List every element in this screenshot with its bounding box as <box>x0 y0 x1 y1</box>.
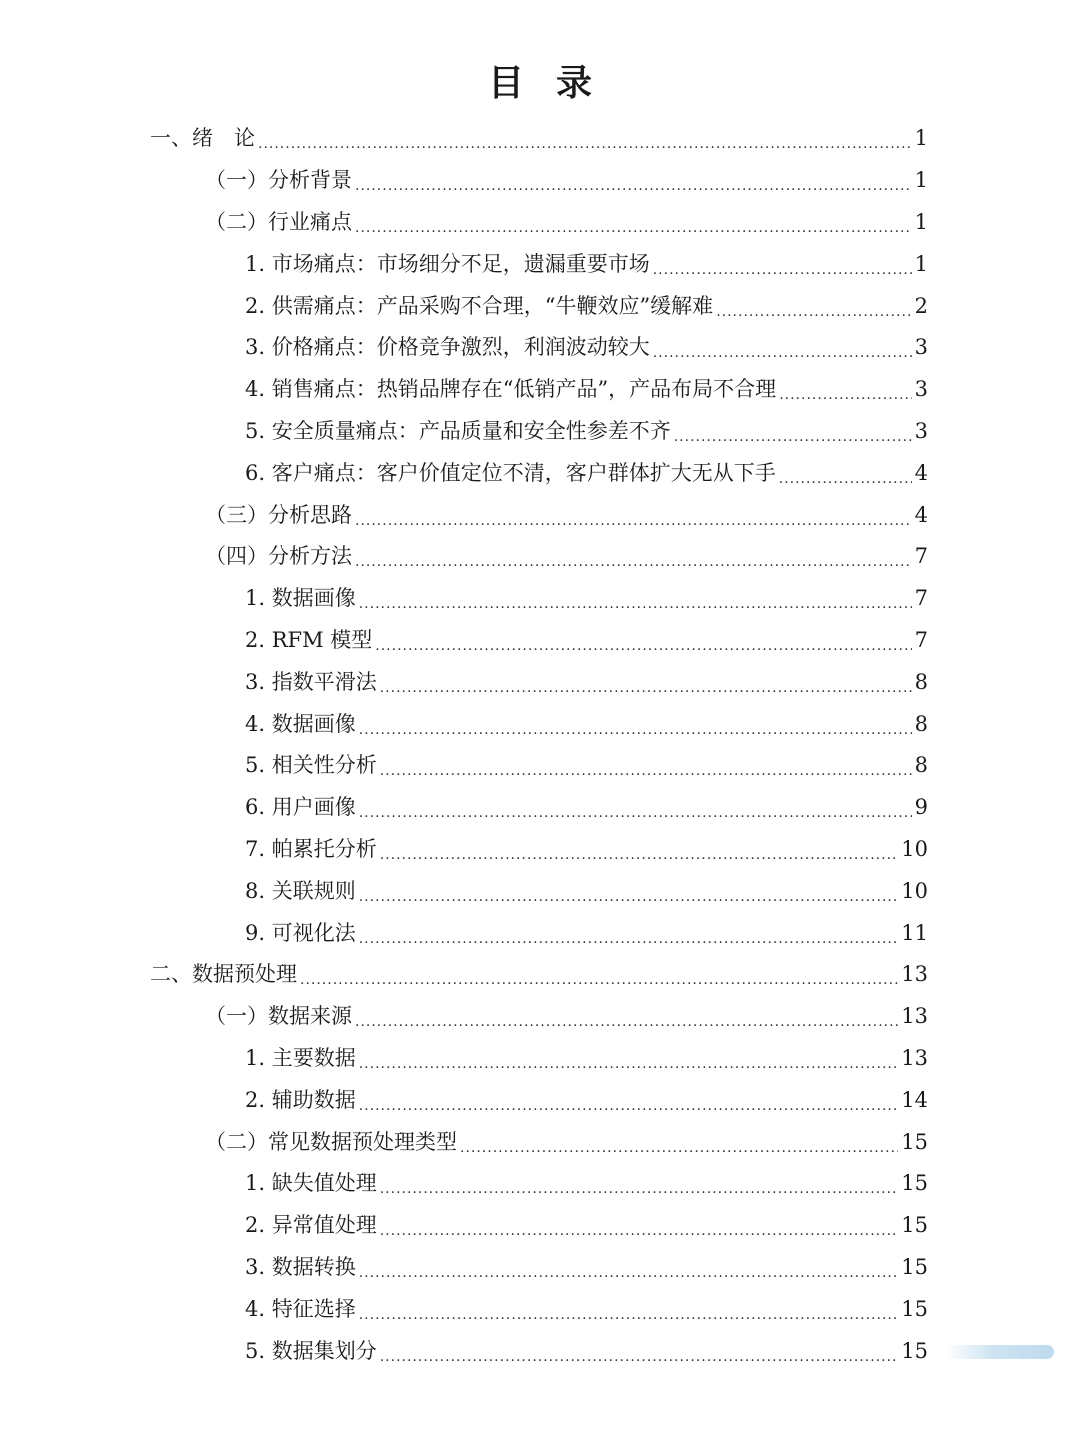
toc-entry-page-number: 1 <box>914 168 928 193</box>
toc-entry-label: 2. 异常值处理 <box>245 1213 377 1238</box>
toc-entry-page-number: 11 <box>901 920 928 945</box>
toc-dot-leader <box>300 967 898 988</box>
toc-entry-page-number: 8 <box>914 669 928 694</box>
toc-entry[interactable] <box>0 411 1080 453</box>
toc-dot-leader <box>359 1051 899 1072</box>
toc-entry-label: 1. 缺失值处理 <box>245 1171 377 1196</box>
toc-entry-page-number: 3 <box>914 335 928 360</box>
toc-entry-label: 4. 数据画像 <box>245 711 356 736</box>
toc-title-part1: 目 <box>487 62 524 104</box>
toc-dot-leader <box>380 1344 899 1365</box>
toc-entry[interactable] <box>0 578 1080 620</box>
toc-entry-page-number: 15 <box>901 1254 928 1279</box>
toc-entry-label: 6. 客户痛点：客户价值定位不清，客户群体扩大无从下手 <box>245 460 776 485</box>
toc-entry-page-number: 1 <box>914 209 928 234</box>
toc-entry-label: 3. 价格痛点：价格竞争激烈，利润波动较大 <box>245 335 650 360</box>
toc-entry[interactable] <box>0 285 1080 327</box>
toc-entry-page-number: 10 <box>901 878 928 903</box>
toc-entry[interactable] <box>0 661 1080 703</box>
toc-dot-leader <box>380 842 899 863</box>
toc-entry-page-number: 9 <box>914 795 928 820</box>
toc-entry[interactable] <box>0 1288 1080 1330</box>
toc-title-part2: 录 <box>556 62 593 104</box>
toc-entry-page-number: 15 <box>901 1338 928 1363</box>
toc-dot-leader <box>380 1218 899 1239</box>
toc-entry-label: 1. 市场痛点：市场细分不足，遗漏重要市场 <box>245 251 650 276</box>
toc-entry-label: 9. 可视化法 <box>245 920 356 945</box>
toc-entry-page-number: 15 <box>901 1129 928 1154</box>
toc-entry-page-number: 8 <box>914 753 928 778</box>
toc-entry[interactable] <box>0 745 1080 787</box>
toc-entry[interactable] <box>0 327 1080 369</box>
toc-dot-leader <box>375 633 911 654</box>
toc-entry-page-number: 7 <box>914 586 928 611</box>
toc-entry-label: 二、数据预处理 <box>150 962 297 987</box>
toc-entry-page-number: 15 <box>901 1171 928 1196</box>
toc-dot-leader <box>355 508 912 529</box>
scan-smudge <box>944 1345 1054 1359</box>
toc-entry-label: 3. 数据转换 <box>245 1254 356 1279</box>
toc-dot-leader <box>258 131 912 152</box>
toc-entry-label: 4. 销售痛点：热销品牌存在“低销产品”，产品布局不合理 <box>245 377 777 402</box>
toc-entry-label: 2. RFM 模型 <box>245 627 373 652</box>
toc-dot-leader <box>359 591 912 612</box>
toc-entry-label: 2. 供需痛点：产品采购不合理，“牛鞭效应”缓解难 <box>245 293 714 318</box>
toc-entry[interactable] <box>0 870 1080 912</box>
toc-entry-page-number: 1 <box>914 251 928 276</box>
toc-entry[interactable] <box>0 620 1080 662</box>
toc-entry[interactable] <box>0 536 1080 578</box>
toc-entry-page-number: 3 <box>914 418 928 443</box>
toc-dot-leader <box>359 800 912 821</box>
toc-entry-page-number: 7 <box>914 627 928 652</box>
toc-dot-leader <box>380 1176 899 1197</box>
toc-entry-label: 2. 辅助数据 <box>245 1087 356 1112</box>
toc-dot-leader <box>355 549 912 570</box>
toc-entry-label: 6. 用户画像 <box>245 795 356 820</box>
toc-entry[interactable] <box>0 452 1080 494</box>
toc-entry-page-number: 15 <box>901 1213 928 1238</box>
toc-entry[interactable] <box>0 1079 1080 1121</box>
toc-dot-leader <box>380 675 912 696</box>
toc-entry-page-number: 1 <box>914 126 928 151</box>
toc-title <box>0 58 1080 108</box>
toc-dot-leader <box>359 1260 899 1281</box>
toc-entry-label: 5. 安全质量痛点：产品质量和安全性参差不齐 <box>245 418 671 443</box>
toc-entry[interactable] <box>0 1163 1080 1205</box>
toc-dot-leader <box>359 717 912 738</box>
toc-dot-leader <box>380 758 912 779</box>
toc-dot-leader <box>355 215 912 236</box>
toc-dot-leader <box>779 382 911 403</box>
toc-list <box>0 118 1080 1372</box>
toc-entry-label: 4. 特征选择 <box>245 1296 356 1321</box>
toc-entry[interactable] <box>0 202 1080 244</box>
toc-entry[interactable] <box>0 160 1080 202</box>
toc-dot-leader <box>359 926 899 947</box>
toc-entry-label: （一）分析背景 <box>205 168 352 193</box>
toc-entry[interactable] <box>0 954 1080 996</box>
toc-entry[interactable] <box>0 1330 1080 1372</box>
toc-entry-page-number: 10 <box>901 836 928 861</box>
toc-entry[interactable] <box>0 1205 1080 1247</box>
toc-dot-leader <box>653 340 912 361</box>
toc-entry[interactable] <box>0 912 1080 954</box>
toc-dot-leader <box>359 1302 899 1323</box>
toc-entry[interactable] <box>0 703 1080 745</box>
toc-dot-leader <box>653 257 912 278</box>
toc-entry[interactable] <box>0 369 1080 411</box>
toc-entry[interactable] <box>0 494 1080 536</box>
toc-entry-label: （二）常见数据预处理类型 <box>205 1129 457 1154</box>
toc-entry-label: 7. 帕累托分析 <box>245 836 377 861</box>
toc-entry-label: （二）行业痛点 <box>205 209 352 234</box>
toc-dot-leader <box>355 1009 898 1030</box>
toc-entry[interactable] <box>0 1121 1080 1163</box>
toc-entry-page-number: 7 <box>914 544 928 569</box>
toc-entry-label: 1. 数据画像 <box>245 586 356 611</box>
toc-entry-label: 5. 数据集划分 <box>245 1338 377 1363</box>
toc-entry[interactable] <box>0 1038 1080 1080</box>
toc-entry-page-number: 13 <box>901 1045 928 1070</box>
toc-entry[interactable] <box>0 787 1080 829</box>
toc-entry-page-number: 4 <box>914 502 928 527</box>
toc-entry-label: （一）数据来源 <box>205 1004 352 1029</box>
toc-entry-label: 5. 相关性分析 <box>245 753 377 778</box>
toc-entry-label: （四）分析方法 <box>205 544 352 569</box>
toc-entry[interactable] <box>0 1247 1080 1289</box>
toc-entry-label: 1. 主要数据 <box>245 1045 356 1070</box>
toc-dot-leader <box>674 424 912 445</box>
toc-entry-page-number: 8 <box>914 711 928 736</box>
toc-dot-leader <box>355 173 912 194</box>
toc-dot-leader <box>779 466 912 487</box>
toc-dot-leader <box>716 299 911 320</box>
toc-entry-label: 一、绪 论 <box>150 126 255 151</box>
toc-entry[interactable] <box>0 996 1080 1038</box>
toc-entry-page-number: 13 <box>901 962 928 987</box>
toc-entry-page-number: 3 <box>914 377 928 402</box>
toc-entry-page-number: 2 <box>914 293 928 318</box>
toc-entry[interactable] <box>0 118 1080 160</box>
toc-dot-leader <box>460 1135 898 1156</box>
toc-entry-label: 3. 指数平滑法 <box>245 669 377 694</box>
toc-dot-leader <box>359 884 899 905</box>
toc-entry-page-number: 4 <box>914 460 928 485</box>
toc-entry-page-number: 14 <box>901 1087 928 1112</box>
toc-entry-label: （三）分析思路 <box>205 502 352 527</box>
toc-entry-label: 8. 关联规则 <box>245 878 356 903</box>
toc-entry[interactable] <box>0 243 1080 285</box>
toc-entry-page-number: 15 <box>901 1296 928 1321</box>
toc-entry-page-number: 13 <box>901 1004 928 1029</box>
toc-entry[interactable] <box>0 829 1080 871</box>
toc-dot-leader <box>359 1093 899 1114</box>
